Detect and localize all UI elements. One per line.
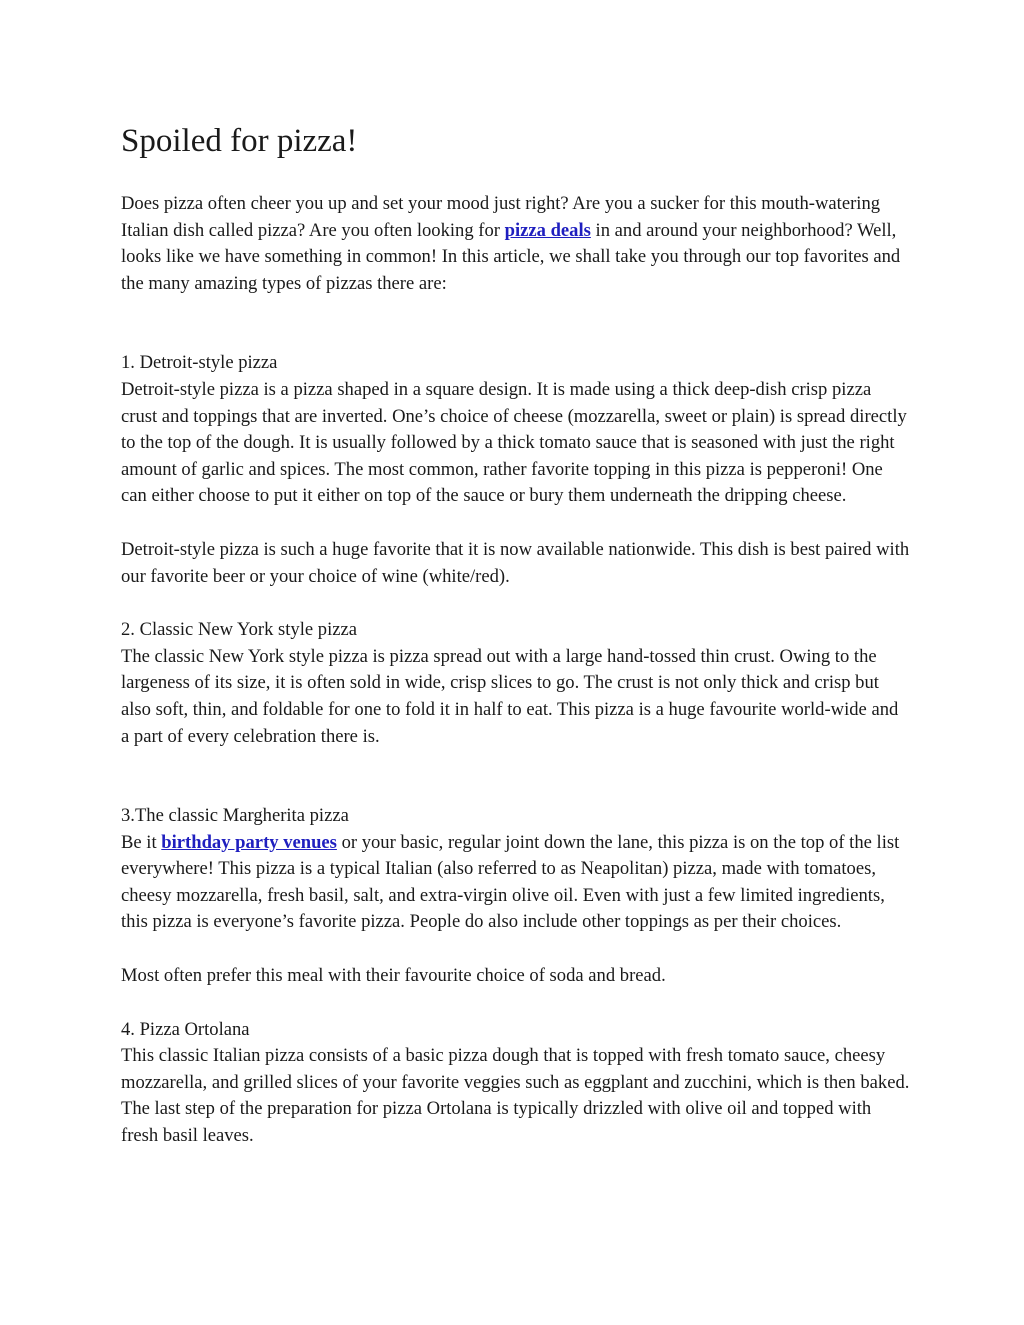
margherita-text-after: or your basic, regular joint down the lane, this pizza is on the top of the list everywhere! This pizza is a typical Italian (also referred to as Neapolitan) pizza, made with tomatoes, cheesy mozzarella, fresh basil, salt, and extra-virgin olive oil. Even with just a few limited ingredients, this pizza is everyone’s favorite pizza. People do also include other toppings as per their choices. [121,831,900,933]
article-title: Spoiled for pizza! [121,123,358,159]
section-heading-ortolana: 4. Pizza Ortolana [121,1018,250,1040]
section-extra-margherita: Most often prefer this meal with their favourite choice of soda and bread. [121,965,666,987]
intro-text-after: in and around your neighborhood? Well, looks like we have something in common! In this article, we shall take you through our top favorites and the many amazing types of pizzas there are: [121,219,901,294]
section-heading-detroit: 1. Detroit-style pizza [121,352,278,374]
margherita-text-before: Be it [121,831,162,853]
section-extra-detroit: Detroit-style pizza is such a huge favorite that it is now available nationwide. This dish is best paired with our favorite beer or your choice of wine (white/red). [121,538,910,587]
intro-paragraph [121,191,911,297]
section-heading-margherita: 3.The classic Margherita pizza [121,805,349,827]
article [121,118,911,1150]
pizza-deals-link[interactable]: pizza deals [504,219,591,241]
section-body-ortolana: This classic Italian pizza consists of a basic pizza dough that is topped with fresh tomato sauce, cheesy mozzarella, and grilled slices of your favorite veggies such as eggplant and zucchini, which is then baked. The last step of the preparation for pizza Ortolana is typically drizzled with olive oil and topped with fresh basil leaves. [121,1045,910,1147]
section-body-detroit: Detroit-style pizza is a pizza shaped in a square design. It is made using a thick deep-dish crisp pizza crust and toppings that are inverted. One’s choice of cheese (mozzarella, sweet or plain) is spread directly to the top of the dough. It is usually followed by a thick tomato sauce that is seasoned with just the right amount of garlic and spices. The most common, rather favorite topping in this pizza is pepperoni! One can either choose to put it either on top of the sauce or bury them underneath the dripping cheese. [121,378,907,507]
section-heading-new-york: 2. Classic New York style pizza [121,619,358,641]
intro-text-before: Does pizza often cheer you up and set your mood just right? Are you a sucker for this mouth-watering Italian dish called pizza? Are you often looking for [121,193,881,241]
section-body-new-york: The classic New York style pizza is pizza spread out with a large hand-tossed thin crust. Owing to the largeness of its size, it is often sold in wide, crisp slices to go. The crust is not only thick and crisp but also soft, thin, and foldable for one to fold it in half to eat. This pizza is a huge favourite world-wide and a part of every celebration there is. [121,645,899,747]
birthday-party-venues-link[interactable]: birthday party venues [161,831,337,853]
section-body-margherita [121,830,911,936]
